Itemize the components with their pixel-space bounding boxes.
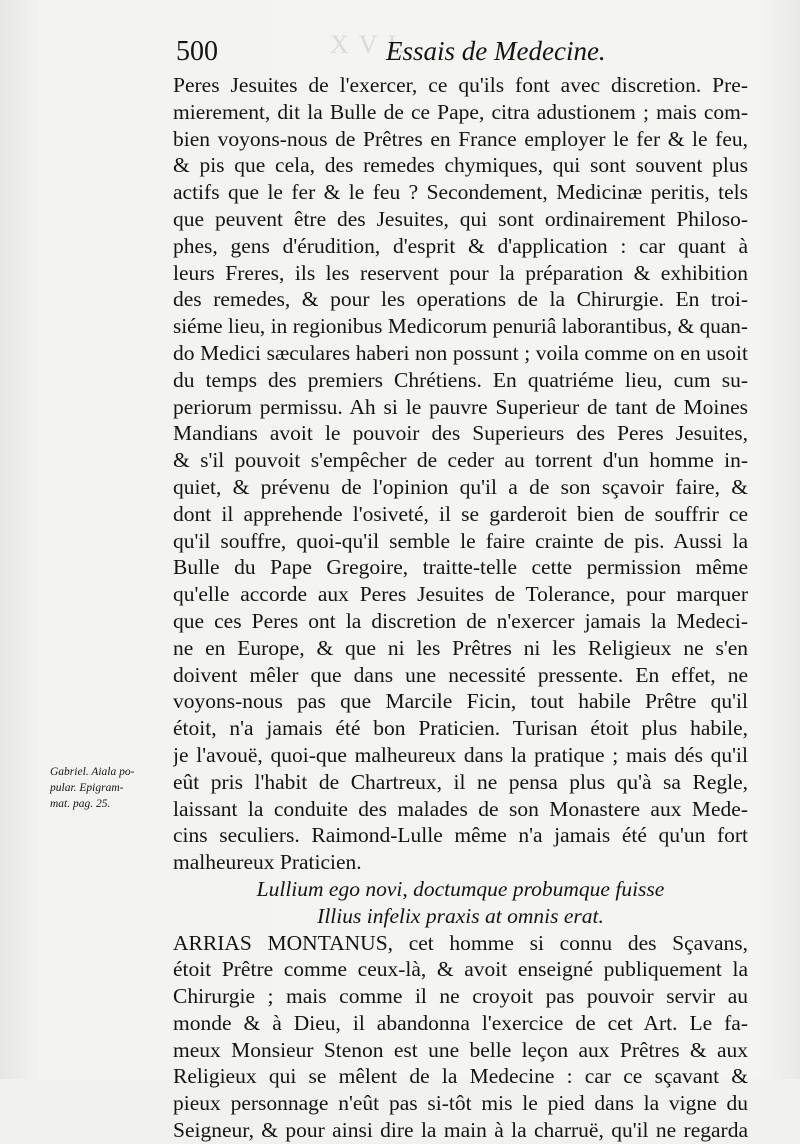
text-line: mierement, dit la Bulle de ce Pape, citra adustionem ; mais com-: [173, 99, 748, 124]
verse-line: Illius infelix praxis at omnis erat.: [317, 903, 604, 928]
text-line: do Medici sæculares haberi non possunt ; voila comme on en usoit: [173, 340, 748, 365]
text-line: pieux personnage n'eût pas si-tôt mis le pied dans la vigne du: [173, 1091, 748, 1116]
text-line: Chirurgie ; mais comme il ne croyoit pas pouvoir servir au: [173, 984, 748, 1009]
text-line: qu'elle accorde aux Peres Jesuites de Tolerance, pour marquer: [173, 582, 748, 607]
page-header: [176, 36, 776, 72]
text-line: periorum permissu. Ah si le pauvre Superieur de tant de Moines: [173, 394, 748, 419]
text-line: meux Monsieur Stenon est une belle leçon aux Prêtres & aux: [173, 1037, 748, 1062]
text-line: je l'avouë, quoi-que malheureux dans la pratique ; mais dés qu'il: [173, 742, 748, 767]
text-line: bien voyons-nous de Prêtres en France employer le fer & le feu,: [173, 126, 748, 151]
text-line: eût pris l'habit de Chartreux, il ne pensa plus qu'à sa Regle,: [173, 769, 748, 794]
text-line: Mandians avoit le pouvoir des Superieurs des Peres Jesuites,: [173, 421, 748, 446]
text-line: cins seculiers. Raimond-Lulle même n'a jamais été qu'un fort: [173, 823, 748, 848]
margin-note-line: Gabriel. Aiala po-: [50, 766, 135, 778]
margin-note-line: pular. Epigram-: [50, 782, 124, 794]
bleed-through-text: X V I.: [330, 30, 407, 59]
text-line: actifs que le fer & le feu ? Secondement, Medicinæ peritis, tels: [173, 180, 748, 205]
text-line: ne en Europe, & que ni les Prêtres ni les Religieux ne s'en: [173, 635, 748, 660]
margin-note: [50, 764, 168, 812]
text-line: voyons-nous pas que Marcile Ficin, tout habile Prêtre qu'il: [173, 689, 748, 714]
text-line: ARRIAS MONTANUS, cet homme si connu des Sçavans,: [173, 930, 748, 955]
text-line: doivent mêler que dans une necessité pressente. En effet, ne: [173, 662, 748, 687]
text-line: étoit Prêtre comme ceux-là, & avoit enseigné publiquement la: [173, 957, 748, 982]
text-line: phes, gens d'érudition, d'esprit & d'application : car quant à: [173, 233, 748, 258]
text-line: que peuvent être des Jesuites, qui sont ordinairement Philoso-: [173, 206, 748, 231]
text-line: étoit, n'a jamais été bon Praticien. Turisan étoit plus habile,: [173, 716, 748, 741]
margin-note-line: mat. pag. 25.: [50, 798, 111, 810]
running-title: Essais de Medecine.: [386, 36, 606, 66]
text-line: & s'il pouvoit s'empêcher de ceder au torrent d'un homme in-: [173, 448, 748, 473]
text-line: monde & à Dieu, il abandonna l'exercice de cet Art. Le fa-: [173, 1010, 748, 1035]
text-line: Religieux qui se mêlent de la Medecine : car ce sçavant &: [173, 1064, 748, 1089]
page-number: 500: [176, 36, 218, 67]
text-line: dont il apprehende l'osiveté, il se garderoit bien de souffrir ce: [173, 501, 748, 526]
text-line: que ces Peres ont la discretion de n'exercer jamais la Medeci-: [173, 608, 748, 633]
text-line: qu'il souffre, quoi-qu'il semble le faire crainte de pis. Aussi la: [173, 528, 748, 553]
text-line: quiet, & prévenu de l'opinion qu'il a de son sçavoir faire, &: [173, 474, 748, 499]
text-line: des remedes, & pour les operations de la Chirurgie. En troi-: [173, 287, 748, 312]
text-line: Peres Jesuites de l'exercer, ce qu'ils font avec discretion. Pre-: [173, 73, 748, 97]
text-line: Seigneur, & pour ainsi dire la main à la charruë, qu'il ne regarda: [173, 1118, 748, 1143]
text-line: & pis que cela, des remedes chymiques, qui sont souvent plus: [173, 153, 748, 178]
text-line: du temps des premiers Chrétiens. En quatriéme lieu, cum su-: [173, 367, 748, 392]
verse-line: Lullium ego novi, doctumque probumque fuisse: [256, 876, 665, 901]
body-text: [173, 72, 748, 1144]
text-line: siéme lieu, in regionibus Medicorum penuriâ laborantibus, & quan-: [173, 314, 748, 339]
text-line: laissant la conduite des malades de son Monastere aux Mede-: [173, 796, 748, 821]
text-line: malheureux Praticien.: [173, 850, 362, 875]
text-line: Bulle du Pape Gregoire, traitte-telle cette permission même: [173, 555, 748, 580]
text-line: leurs Freres, ils les reservent pour la préparation & exhibition: [173, 260, 748, 285]
